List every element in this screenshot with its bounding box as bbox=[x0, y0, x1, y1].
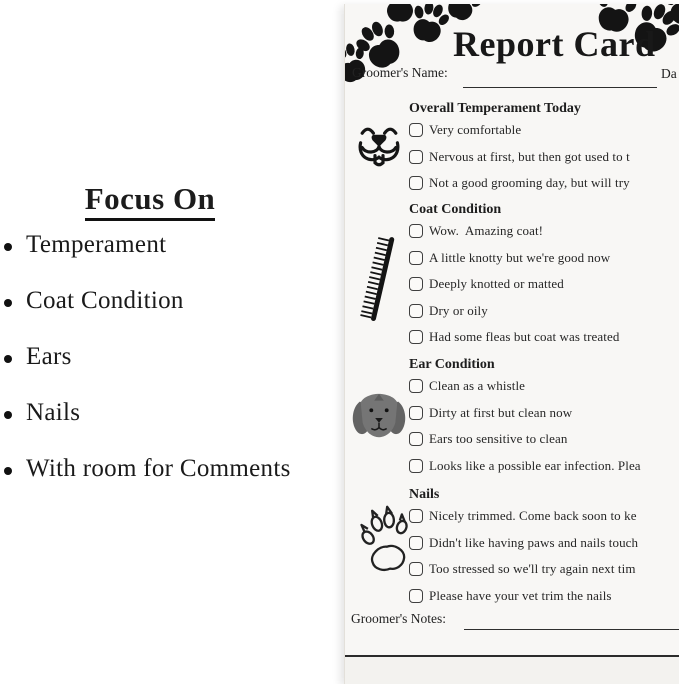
groomer-notes-line bbox=[464, 629, 679, 630]
comb-icon bbox=[353, 231, 403, 327]
section-heading: Overall Temperament Today bbox=[409, 101, 581, 116]
focus-on-heading bbox=[0, 181, 300, 221]
checklist-row: Dirty at first but clean now bbox=[409, 400, 641, 427]
checkbox bbox=[409, 150, 423, 164]
bullet-dot bbox=[4, 355, 12, 363]
paw-print-icon bbox=[381, 4, 419, 24]
checkbox bbox=[409, 304, 423, 318]
checkbox bbox=[409, 379, 423, 393]
notepad-lower-sheet bbox=[345, 657, 679, 684]
focus-bullet-list bbox=[4, 217, 291, 497]
report-card bbox=[344, 4, 679, 684]
checklist-row: Ears too sensitive to clean bbox=[409, 426, 641, 453]
checklist-row: Very comfortable bbox=[409, 117, 630, 144]
focus-bullet-nails: Nails bbox=[4, 385, 291, 441]
checklist-row: Looks like a possible ear infection. Plea bbox=[409, 453, 641, 480]
checklist-row: Had some fleas but coat was treated bbox=[409, 324, 619, 351]
checklist-row: Too stressed so we'll try again next tim bbox=[409, 556, 638, 583]
checkbox bbox=[409, 562, 423, 576]
section-coat-condition bbox=[409, 202, 619, 351]
section-heading: Coat Condition bbox=[409, 202, 502, 217]
checkbox bbox=[409, 432, 423, 446]
groomer-name-label: Groomer's Name: bbox=[352, 65, 448, 80]
dog-head-icon bbox=[348, 392, 410, 442]
checklist-row: Please have your vet trim the nails bbox=[409, 583, 638, 610]
checkbox bbox=[409, 277, 423, 291]
focus-bullet-temperament: Temperament bbox=[4, 217, 291, 273]
checklist-row: Deeply knotted or matted bbox=[409, 271, 619, 298]
focus-bullet-comments: With room for Comments bbox=[4, 441, 291, 497]
section-heading: Nails bbox=[409, 487, 440, 502]
checkbox bbox=[409, 123, 423, 137]
checklist-row: Nicely trimmed. Come back soon to ke bbox=[409, 503, 638, 530]
groomer-notes-label: Groomer's Notes: bbox=[351, 611, 447, 626]
section-ear-condition bbox=[409, 357, 641, 479]
checklist-row: Nervous at first, but then got used to t bbox=[409, 144, 630, 171]
checkbox bbox=[409, 589, 423, 603]
focus-bullet-ears: Ears bbox=[4, 329, 291, 385]
bullet-dot bbox=[4, 411, 12, 419]
checkbox bbox=[409, 176, 423, 190]
dog-smile-icon bbox=[355, 118, 403, 174]
checkbox bbox=[409, 224, 423, 238]
checkbox bbox=[409, 251, 423, 265]
bullet-dot bbox=[4, 243, 12, 251]
focus-bullet-coat-condition: Coat Condition bbox=[4, 273, 291, 329]
groomer-name-line bbox=[463, 87, 657, 88]
checklist-row: Dry or oily bbox=[409, 298, 619, 325]
section-nails bbox=[409, 487, 638, 609]
checklist-row: Wow. Amazing coat! bbox=[409, 218, 619, 245]
checkbox bbox=[409, 459, 423, 473]
checklist-row: A little knotty but we're good now bbox=[409, 245, 619, 272]
checklist-row: Not a good grooming day, but will try bbox=[409, 170, 630, 197]
checkbox bbox=[409, 330, 423, 344]
checkbox bbox=[409, 509, 423, 523]
checklist-row: Clean as a whistle bbox=[409, 373, 641, 400]
checkbox bbox=[409, 536, 423, 550]
section-heading: Ear Condition bbox=[409, 357, 495, 372]
focus-on-heading-text: Focus On bbox=[85, 181, 216, 221]
bullet-dot bbox=[4, 299, 12, 307]
section-overall-temperament bbox=[409, 101, 630, 197]
date-label: Da bbox=[661, 66, 677, 81]
checklist-row: Didn't like having paws and nails touch bbox=[409, 530, 638, 557]
card-title: Report Card bbox=[453, 24, 656, 64]
bullet-dot bbox=[4, 467, 12, 475]
checkbox bbox=[409, 406, 423, 420]
